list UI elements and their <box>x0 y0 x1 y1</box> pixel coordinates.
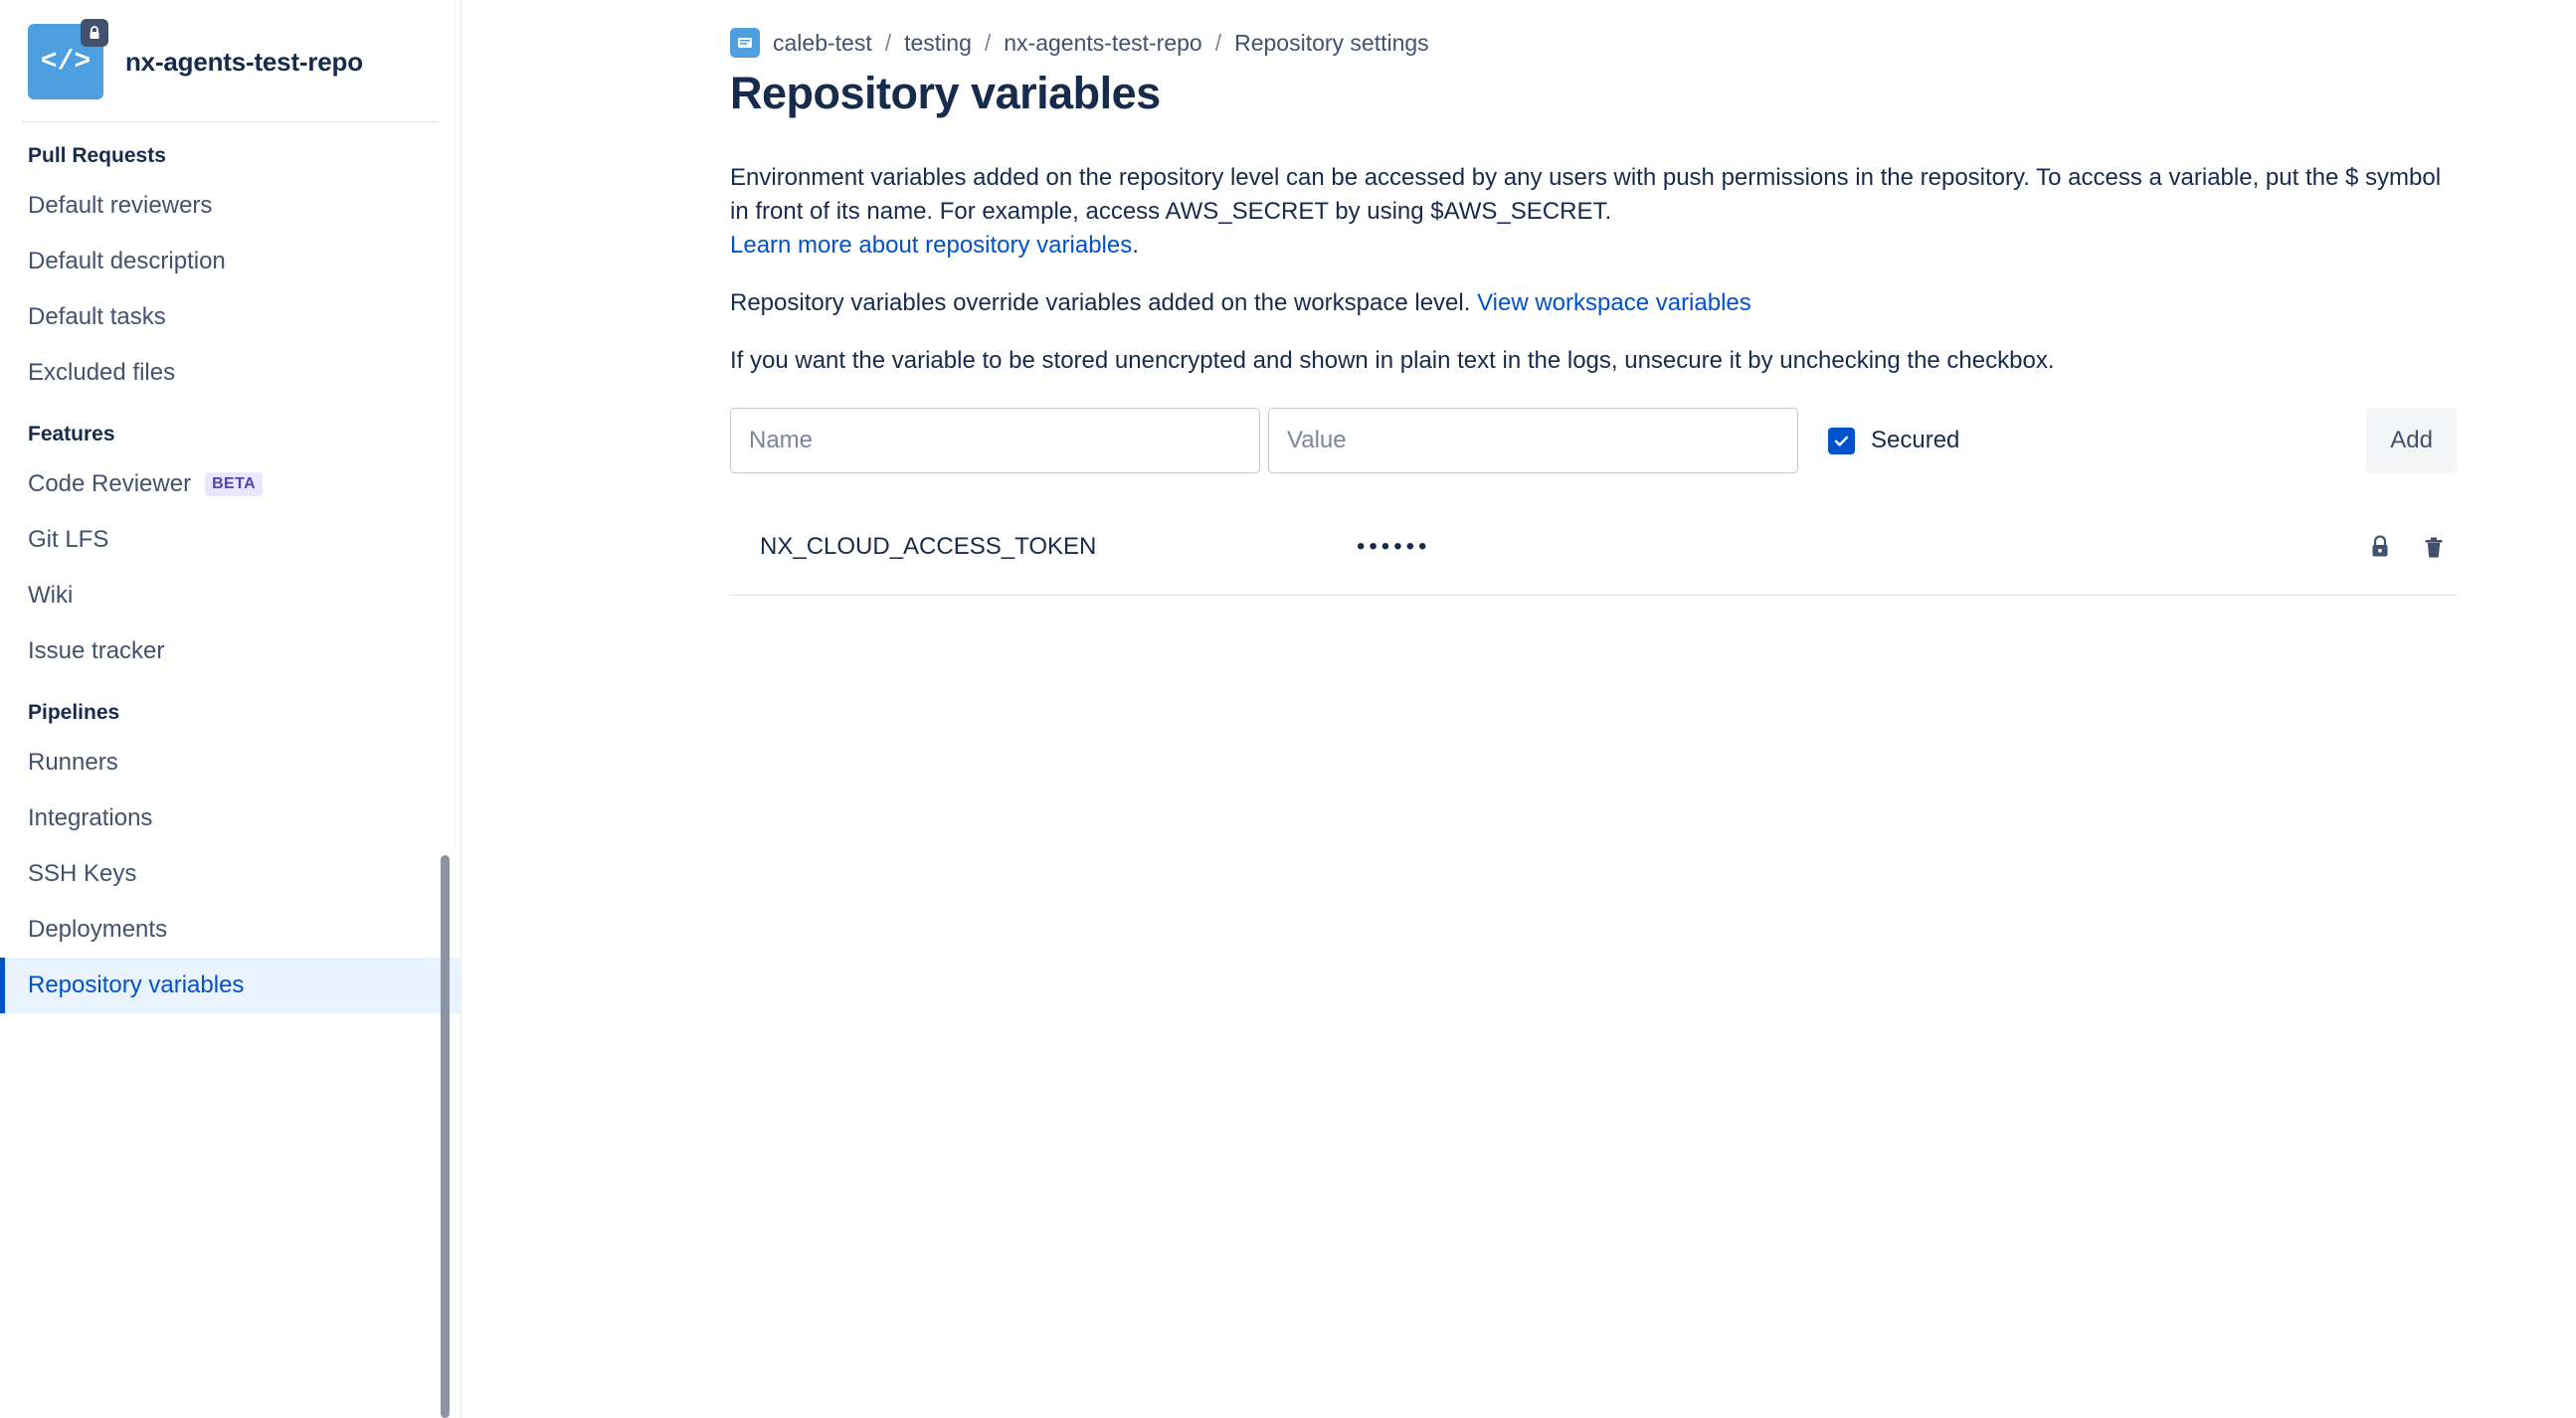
breadcrumb-separator: / <box>884 29 892 56</box>
sidebar-item-label: Deployments <box>28 916 168 943</box>
view-workspace-variables-link[interactable]: View workspace variables <box>1477 289 1751 317</box>
secured-checkbox[interactable] <box>1828 427 1959 454</box>
sidebar-item-label: Excluded files <box>28 359 176 386</box>
sidebar-item-label: Repository variables <box>28 972 245 998</box>
breadcrumb-separator: / <box>984 29 992 56</box>
sidebar-item-label: Runners <box>28 749 118 776</box>
sidebar-item-repository-variables[interactable] <box>0 958 460 1013</box>
checkbox-checked-icon <box>1828 428 1855 454</box>
variable-name-cell: NX_CLOUD_ACCESS_TOKEN <box>760 533 1097 561</box>
sidebar-item-default-description[interactable] <box>0 234 460 289</box>
sidebar-item-git-lfs[interactable] <box>0 512 460 568</box>
table-row <box>730 499 2457 596</box>
variable-name-input[interactable] <box>730 408 1260 473</box>
sidebar-item-label: Wiki <box>28 582 74 609</box>
sidebar-item-label: Code Reviewer <box>28 470 192 497</box>
variable-value-input[interactable] <box>1268 408 1798 473</box>
sidebar-item-runners[interactable] <box>0 735 460 791</box>
sidebar-item-deployments[interactable] <box>0 902 460 958</box>
repo-name: nx-agents-test-repo <box>125 46 363 77</box>
breadcrumb-separator: / <box>1214 29 1222 56</box>
add-button[interactable]: Add <box>2366 408 2457 473</box>
code-brackets-icon: </> <box>40 46 92 78</box>
lock-icon <box>81 19 108 47</box>
sidebar-item-label: Issue tracker <box>28 637 165 664</box>
override-paragraph <box>730 286 2457 320</box>
secured-label: Secured <box>1871 427 1960 454</box>
repo-avatar <box>28 24 103 99</box>
description-paragraph <box>730 161 2457 263</box>
add-variable-form <box>730 408 2457 473</box>
sidebar-item-integrations[interactable] <box>0 791 460 846</box>
sidebar-item-label: Default reviewers <box>28 192 213 219</box>
description-text: Environment variables added on the repository level can be accessed by any users with push permissions in the repository. To access a variable, put the $ symbol in front of its name. For example, access AWS_SECRET by using $AWS_SECRET. <box>730 164 2442 226</box>
breadcrumb-item-project[interactable]: testing <box>904 29 972 56</box>
row-actions <box>2367 533 2457 561</box>
breadcrumb-item-current: Repository settings <box>1234 29 1429 56</box>
nav-section-pull-requests: Pull Requests <box>28 144 166 167</box>
breadcrumb-item-repo[interactable]: nx-agents-test-repo <box>1004 29 1202 56</box>
breadcrumb-item-workspace[interactable]: caleb-test <box>773 29 872 56</box>
beta-badge: BETA <box>205 472 263 496</box>
sidebar-item-label: Default tasks <box>28 303 166 330</box>
variables-table <box>730 499 2457 596</box>
sidebar-item-code-reviewer[interactable] <box>0 456 460 512</box>
sidebar-scrollbar-thumb[interactable] <box>441 855 450 1418</box>
sidebar-item-default-tasks[interactable] <box>0 289 460 345</box>
breadcrumb <box>730 28 2457 58</box>
variable-value-cell: •••••• <box>1357 533 1431 561</box>
sidebar-item-default-reviewers[interactable] <box>0 178 460 234</box>
override-text: Repository variables override variables added on the workspace level. <box>730 289 1471 317</box>
sidebar-item-ssh-keys[interactable] <box>0 846 460 902</box>
trash-icon[interactable] <box>2421 533 2447 561</box>
sidebar-scrollbar[interactable] <box>441 0 450 1418</box>
lock-icon[interactable] <box>2367 533 2393 561</box>
sidebar-item-excluded-files[interactable] <box>0 345 460 401</box>
nav-section-pipelines: Pipelines <box>28 701 120 724</box>
sidebar-item-label: Default description <box>28 248 226 274</box>
sidebar-item-label: Git LFS <box>28 526 109 553</box>
sidebar <box>0 0 461 1418</box>
sidebar-item-label: SSH Keys <box>28 860 137 887</box>
sidebar-item-label: Integrations <box>28 804 153 831</box>
unsecure-paragraph: If you want the variable to be stored unencrypted and shown in plain text in the logs, unsecure it by unchecking the checkbox. <box>730 347 2055 375</box>
repo-header[interactable] <box>0 0 460 121</box>
learn-more-link[interactable]: Learn more about repository variables <box>730 232 1133 260</box>
repo-avatar-icon <box>730 28 760 58</box>
period: . <box>1132 232 1139 260</box>
nav-section-features: Features <box>28 423 115 445</box>
sidebar-item-issue-tracker[interactable] <box>0 623 460 679</box>
main-content <box>461 0 2576 1418</box>
page-title: Repository variables <box>730 68 1161 118</box>
sidebar-item-wiki[interactable] <box>0 568 460 623</box>
